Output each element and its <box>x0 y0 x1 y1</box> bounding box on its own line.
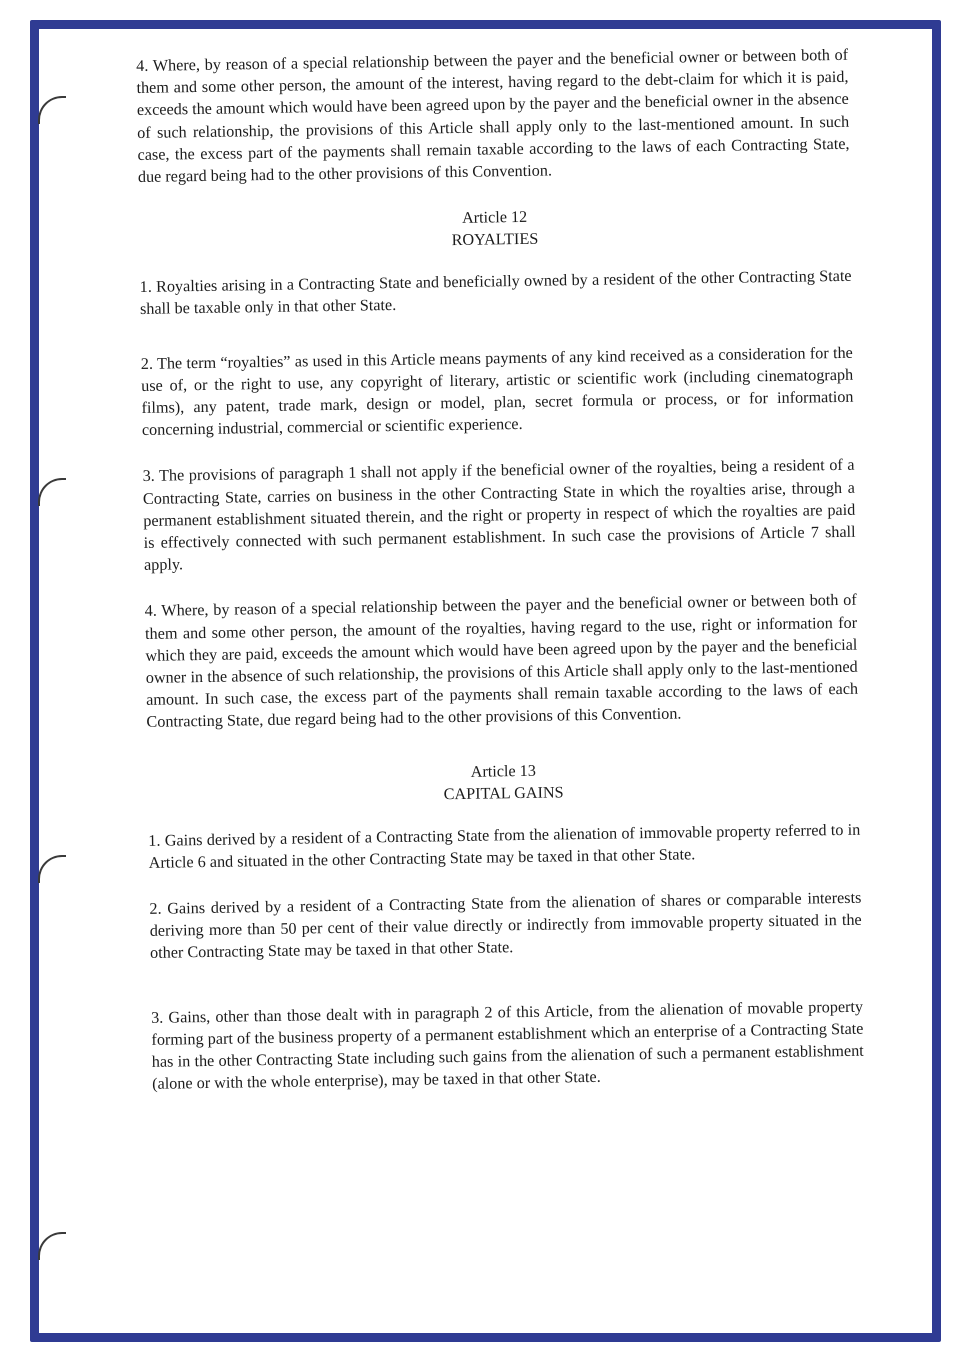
article12-paragraph-3: 3. The provisions of paragraph 1 shall not apply if the beneficial owner of the royalties, being a resident of a Contracting State, carries on business in the other Contracting State in which the royalties arise, through a permanent establishment situated therein, and the right or property in respect of which the royalties are paid is effectively connected with such permanent establishment. In such case the provisions of Article 7 shall apply. <box>142 456 856 575</box>
article12-paragraph-4: 4. Where, by reason of a special relationship between the payer and the beneficial owner or between both of them and some other person, the amount of the royalties, having regard to the use, right or information for which they are paid, exceeds the amount which would have been agreed upon by the payer and the beneficial owner in the absence of such relationship, the provisions of this Article shall apply only to the last-mentioned amount. In such case, the excess part of the payments shall remain taxable according to the laws of each Contracting State, due regard being had to the other provisions of this Convention. <box>144 591 859 732</box>
article12-title: ROYALTIES <box>451 229 539 250</box>
article13-paragraph-3: 3. Gains, other than those dealt with in paragraph 2 of this Article, from the alienation of movable property forming part of the business property of a permanent establishment which an enterprise of a Contracting State has in the other Contracting State including such gains from the alienation of such a permanent establishment (alone or with the whole enterprise), may be taxed in that other State. <box>150 997 864 1094</box>
article13-number: Article 13 <box>470 761 537 781</box>
article12-paragraph-1: 1. Royalties arising in a Contracting State and beneficially owned by a resident of the other Contracting State shall be taxable only in that other State. <box>139 267 852 319</box>
article13-paragraph-1: 1. Gains derived by a resident of a Contracting State from the alienation of immovable property referred to in Article 6 and situated in the other Contracting State may be taxed in that other State. <box>148 820 861 872</box>
article12-paragraph-2: 2. The term “royalties” as used in this Article means payments of any kind received as a consideration for the use of, or the right to use, any copyright of literary, artistic or scientific work (including cinematograph films), any patent, trade mark, design or model, plan, secret formula or process, or for information concerning industrial, commercial or scientific experience. <box>140 343 854 440</box>
article12-number: Article 12 <box>461 208 528 228</box>
article11-paragraph-4: 4. Where, by reason of a special relationship between the payer and the beneficial owner or between both of them and some other person, the amount of the interest, having regard to the debt-claim for which it is paid, exceeds the amount which would have been agreed upon by the payer and the beneficial owner in the absence of such relationship, the provisions of this Article shall apply only to the last-mentioned amount. In such case, the excess part of the payments shall remain taxable according to the laws of each Contracting State, due regard being had to the other provisions of this Convention. <box>136 45 850 186</box>
document-body <box>136 44 864 1096</box>
article13-title: CAPITAL GAINS <box>443 783 564 803</box>
article13-paragraph-2: 2. Gains derived by a resident of a Contracting State from the alienation of shares or comparable interests deriving more than 50 per cent of their value directly or indirectly from immovable property situated in the other Contracting State may be taxed in that other State. <box>149 888 862 963</box>
